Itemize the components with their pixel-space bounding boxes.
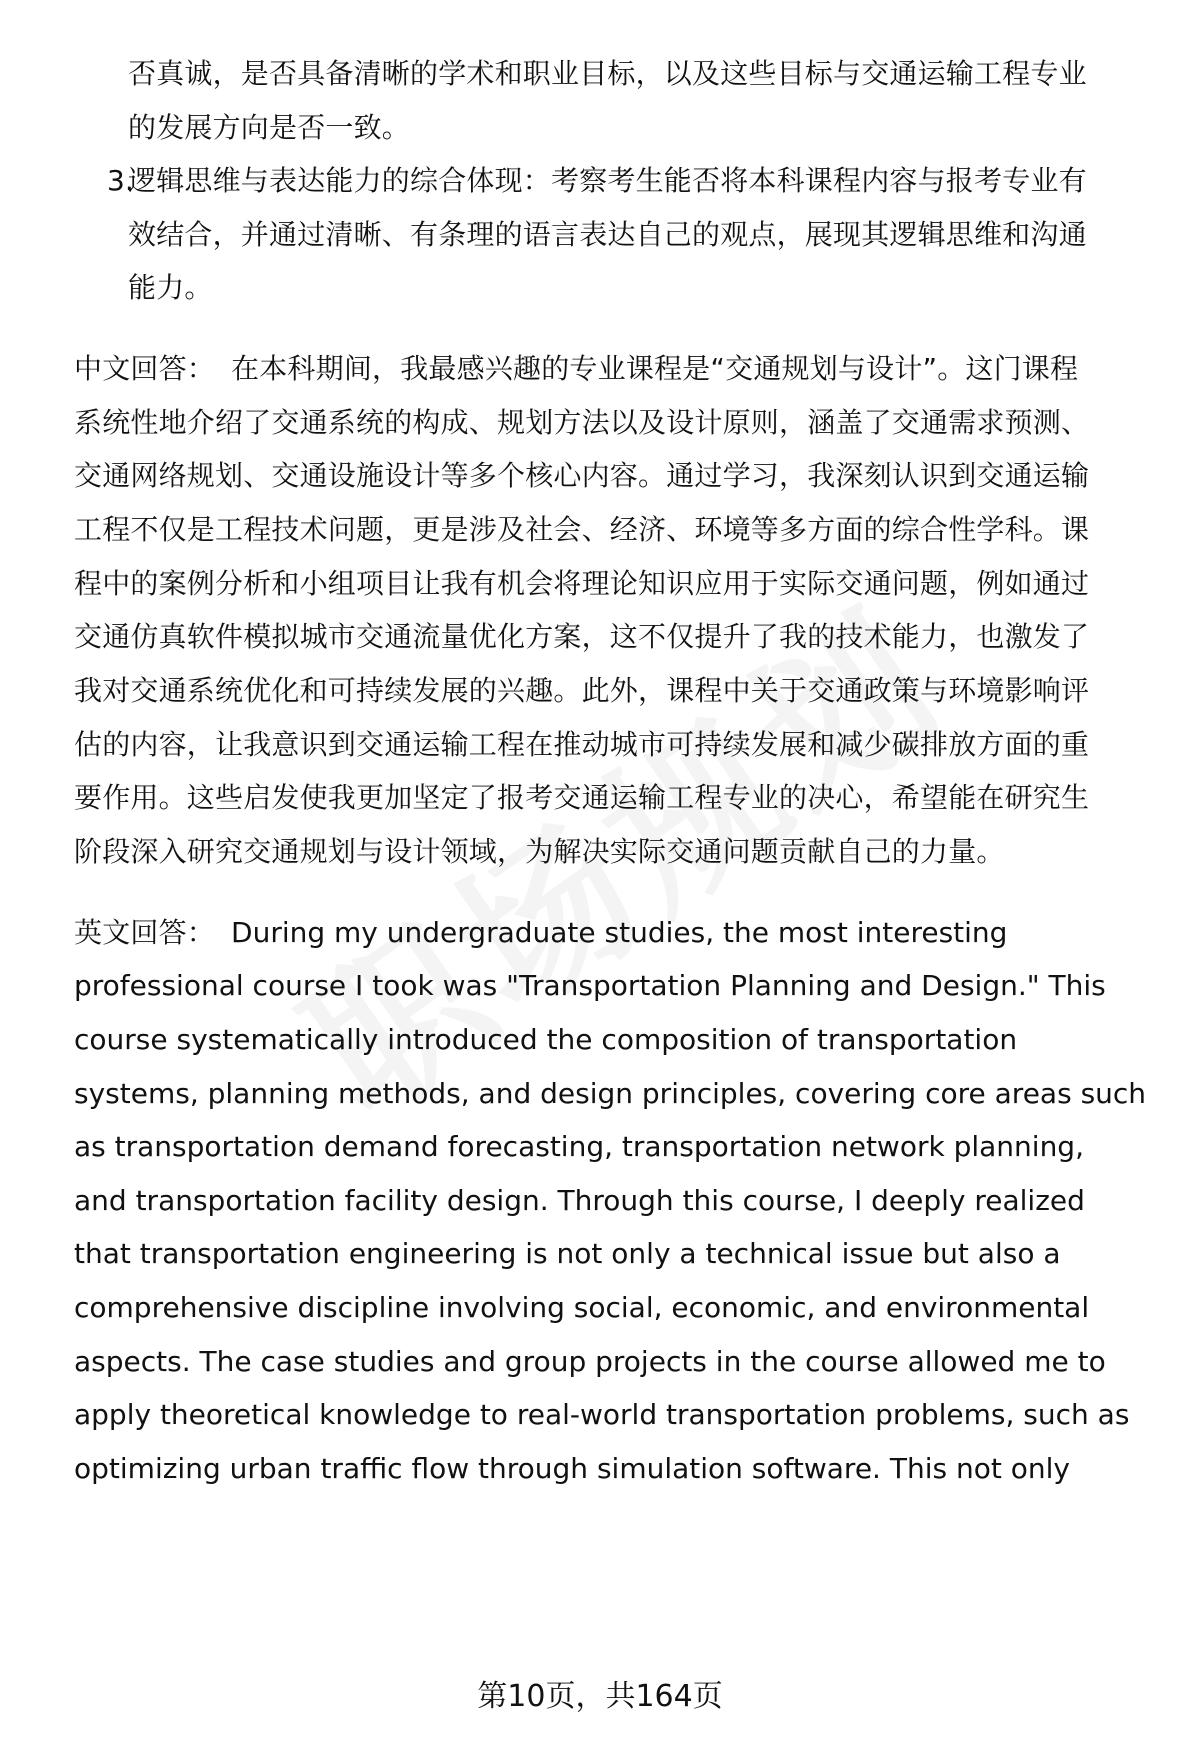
list-item-3-line-1: 逻辑思维与表达能力的综合体现：考察考生能否将本科课程内容与报考专业有 <box>128 164 1087 197</box>
list-item-3-line-3: 能力。 <box>128 271 213 304</box>
chinese-answer-label: 中文回答： <box>74 352 216 385</box>
list-item-3-number: 3. <box>107 164 134 197</box>
page-number: 第10页，共164页 <box>477 1679 723 1714</box>
chinese-answer-line: 系统性地介绍了交通系统的构成、规划方法以及设计原则，涵盖了交通需求预测、 <box>74 406 1090 439</box>
english-answer-first-line <box>74 915 1007 951</box>
english-answer-label: 英文回答： <box>74 916 216 949</box>
english-answer-line: course systematically introduced the composition of transportation <box>74 1023 1018 1056</box>
english-answer-line: aspects. The case studies and group projects in the course allowed me to <box>74 1345 1106 1378</box>
list-item-2-line-1: 否真诚，是否具备清晰的学术和职业目标，以及这些目标与交通运输工程专业 <box>128 57 1087 90</box>
english-answer-line: apply theoretical knowledge to real-world transportation problems, such as <box>74 1398 1130 1431</box>
chinese-answer-line: 估的内容，让我意识到交通运输工程在推动城市可持续发展和减少碳排放方面的重 <box>74 728 1090 761</box>
english-answer-line: optimizing urban traffic flow through simulation software. This not only <box>74 1452 1070 1485</box>
chinese-answer-first-line <box>74 351 1078 387</box>
list-item-2-line-2: 的发展方向是否一致。 <box>128 111 411 144</box>
english-answer-line: and transportation facility design. Through this course, I deeply realized <box>74 1184 1085 1217</box>
chinese-answer-line: 工程不仅是工程技术问题，更是涉及社会、经济、环境等多方面的综合性学科。课 <box>74 513 1090 546</box>
english-answer-text: During my undergraduate studies, the most interesting <box>231 916 1008 949</box>
english-answer-line: professional course I took was "Transportation Planning and Design." This <box>74 969 1106 1002</box>
english-answer-line: as transportation demand forecasting, transportation network planning, <box>74 1130 1084 1163</box>
list-item-3-line-2: 效结合，并通过清晰、有条理的语言表达自己的观点，展现其逻辑思维和沟通 <box>128 218 1087 251</box>
english-answer-line: comprehensive discipline involving social, economic, and environmental <box>74 1291 1090 1324</box>
english-answer-line: that transportation engineering is not only a technical issue but also a <box>74 1237 1061 1270</box>
chinese-answer-line: 程中的案例分析和小组项目让我有机会将理论知识应用于实际交通问题，例如通过 <box>74 567 1090 600</box>
chinese-answer-line: 交通网络规划、交通设施设计等多个核心内容。通过学习，我深刻认识到交通运输 <box>74 459 1090 492</box>
chinese-answer-text: 在本科期间，我最感兴趣的专业课程是“交通规划与设计”。这门课程 <box>231 352 1079 385</box>
chinese-answer-line: 要作用。这些启发使我更加坚定了报考交通运输工程专业的决心，希望能在研究生 <box>74 781 1090 814</box>
english-answer-line: systems, planning methods, and design principles, covering core areas such <box>74 1077 1147 1110</box>
chinese-answer-line: 阶段深入研究交通规划与设计领域，为解决实际交通问题贡献自己的力量。 <box>74 835 1005 868</box>
chinese-answer-line: 交通仿真软件模拟城市交通流量优化方案，这不仅提升了我的技术能力，也激发了 <box>74 620 1090 653</box>
chinese-answer-line: 我对交通系统优化和可持续发展的兴趣。此外，课程中关于交通政策与环境影响评 <box>74 674 1090 707</box>
